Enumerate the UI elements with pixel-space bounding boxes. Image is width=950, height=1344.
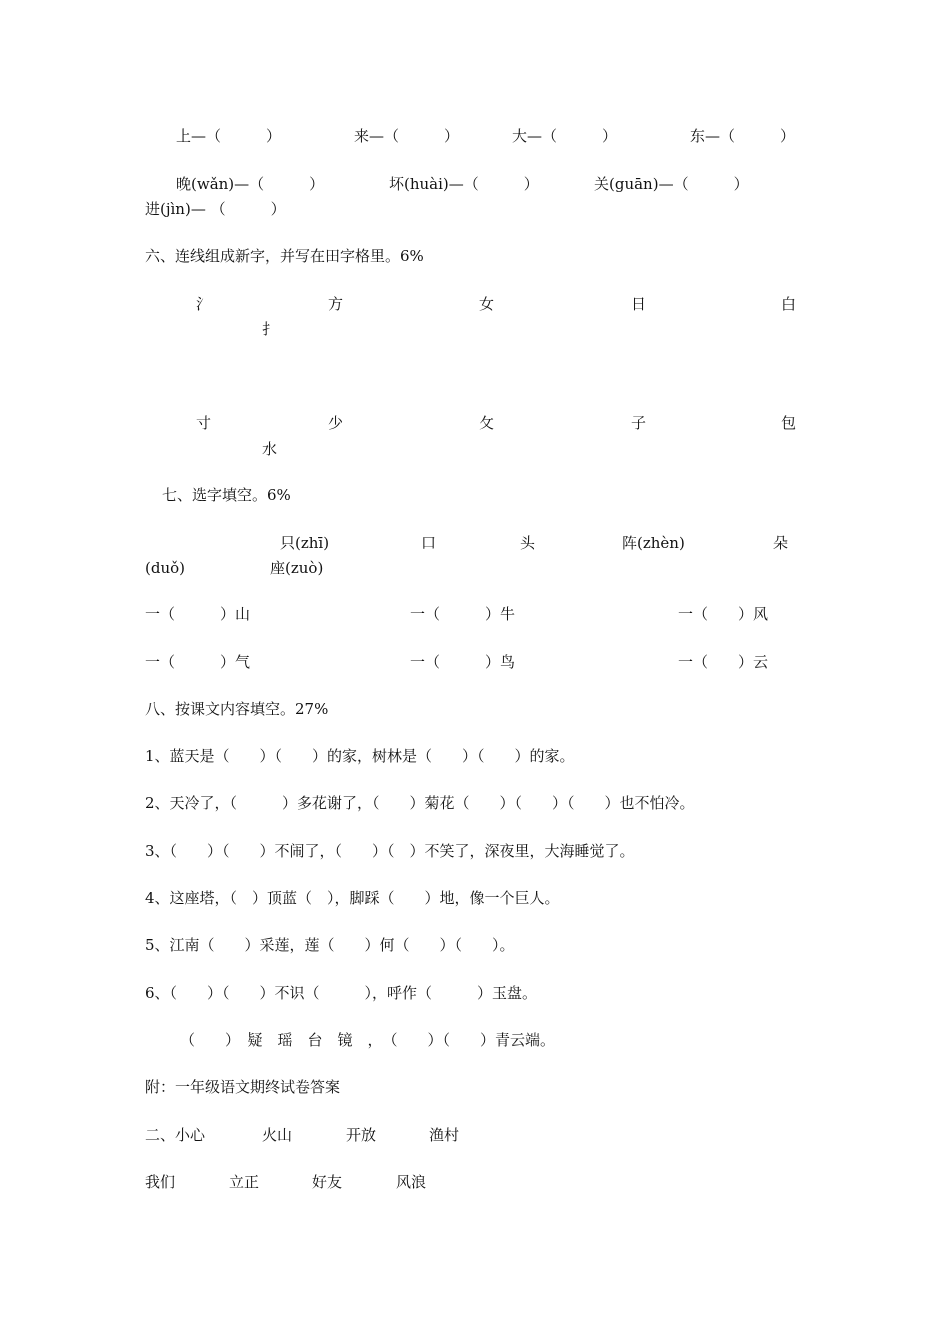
antonym-item: 关(guān)—（ ） <box>594 175 749 193</box>
antonym-item: 上—（ ） <box>176 127 282 145</box>
radical-item: 日 <box>631 295 647 313</box>
option-word: 朵 <box>773 534 789 552</box>
radical-item: 寸 <box>196 414 212 432</box>
option-word: 座(zuò) <box>270 559 324 577</box>
answer-word: 渔村 <box>429 1126 460 1144</box>
answer-word: 二、小心 <box>145 1126 206 1144</box>
option-word: 口 <box>421 534 437 552</box>
antonym-item: 东—（ ） <box>690 127 796 145</box>
answer-word: 开放 <box>346 1126 377 1144</box>
fill-item: 一（ ）气 <box>145 653 251 671</box>
radical-item: 氵 <box>196 295 212 313</box>
fill-item: 一（ ）风 <box>678 605 769 623</box>
question-line: （ ） 疑 瑶 台 镜 ， （ ）（ ）青云端。 <box>180 1031 556 1049</box>
question-line: 1、蓝天是（ ）（ ）的家，树林是（ ）（ ）的家。 <box>145 747 575 765</box>
option-word: 只(zhī) <box>280 534 330 552</box>
fill-item: 一（ ）云 <box>678 653 769 671</box>
option-word: (duǒ) <box>145 559 185 577</box>
answers-title: 附：一年级语文期终试卷答案 <box>145 1078 341 1096</box>
fill-item: 一（ ）牛 <box>410 605 516 623</box>
radical-item: 扌 <box>262 320 278 338</box>
radical-item: 攵 <box>479 414 495 432</box>
option-word: 阵(zhèn) <box>622 534 685 552</box>
question-line: 5、江南（ ）采莲，莲（ ）何（ ）（ ）。 <box>145 936 515 954</box>
antonym-item: 来—（ ） <box>354 127 460 145</box>
option-word: 头 <box>520 534 536 552</box>
antonym-item: 进(jìn)— （ ） <box>145 200 286 218</box>
fill-item: 一（ ）鸟 <box>410 653 516 671</box>
answer-word: 立正 <box>229 1173 260 1191</box>
question-line: 6、（ ）（ ）不识（ ），呼作（ ）玉盘。 <box>145 984 538 1002</box>
radical-item: 少 <box>328 414 344 432</box>
radical-item: 女 <box>479 295 495 313</box>
question-line: 3、（ ）（ ）不闹了，（ ）（ ）不笑了，深夜里，大海睡觉了。 <box>145 842 635 860</box>
antonym-item: 坏(huài)—（ ） <box>389 175 539 193</box>
answer-word: 火山 <box>262 1126 293 1144</box>
radical-item: 白 <box>781 295 797 313</box>
antonym-item: 大—（ ） <box>512 127 618 145</box>
fill-item: 一（ ）山 <box>145 605 251 623</box>
section-title-8: 八、按课文内容填空。27% <box>145 700 329 718</box>
section-title-6: 六、连线组成新字，并写在田字格里。6% <box>145 247 424 265</box>
radical-item: 子 <box>631 414 647 432</box>
answer-word: 我们 <box>145 1173 176 1191</box>
radical-item: 方 <box>328 295 344 313</box>
question-line: 2、天冷了，（ ）多花谢了，（ ）菊花（ ）（ ）（ ）也不怕冷。 <box>145 794 695 812</box>
question-line: 4、这座塔，（ ）顶蓝（ ），脚踩（ ）地，像一个巨人。 <box>145 889 560 907</box>
antonym-item: 晚(wǎn)—（ ） <box>176 175 325 193</box>
section-title-7: 七、选字填空。6% <box>162 486 291 504</box>
answer-word: 好友 <box>312 1173 343 1191</box>
answer-word: 风浪 <box>396 1173 427 1191</box>
radical-item: 水 <box>262 440 278 458</box>
radical-item: 包 <box>781 414 797 432</box>
